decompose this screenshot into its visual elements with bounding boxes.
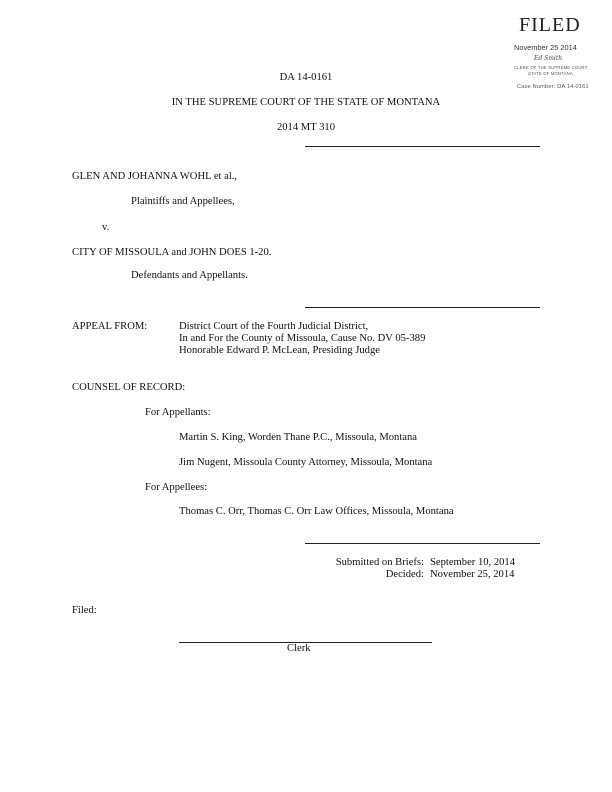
decided-label: Decided: <box>385 569 424 580</box>
appeal-line: District Court of the Fourth Judicial District, <box>179 321 369 332</box>
plaintiffs-name: GLEN AND JOHANNA WOHL et al., <box>72 171 238 182</box>
appellee-counsel: Thomas C. Orr, Thomas C. Orr Law Offices, Missoula, Montana <box>179 506 454 517</box>
submitted-label: Submitted on Briefs: <box>335 557 424 568</box>
dates-divider <box>305 543 540 544</box>
appellant-counsel: Jim Nugent, Missoula County Attorney, Missoula, Montana <box>179 457 433 468</box>
filed-label: Filed: <box>72 605 97 616</box>
defendants-name: CITY OF MISSOULA and JOHN DOES 1-20. <box>72 247 272 258</box>
defendants-role: Defendants and Appellants. <box>131 270 248 281</box>
caption-divider-top <box>305 146 540 147</box>
docket-number: DA 14-0161 <box>279 72 333 83</box>
plaintiffs-role: Plaintiffs and Appellees, <box>131 196 235 207</box>
decided-date: November 25, 2014 <box>430 569 515 580</box>
submitted-date: September 10, 2014 <box>430 557 516 568</box>
stamp-signature: Ed Smith <box>534 55 563 62</box>
appeal-from-label: APPEAL FROM: <box>72 321 148 332</box>
counsel-heading: COUNSEL OF RECORD: <box>72 382 186 393</box>
court-name: IN THE SUPREME COURT OF THE STATE OF MONTANA <box>171 97 441 108</box>
appeal-line: Honorable Edward P. McLean, Presiding Judge <box>179 345 380 356</box>
stamp-clerk-line1: CLERK OF THE SUPREME COURT <box>514 65 588 70</box>
appellant-counsel: Martin S. King, Worden Thane P.C., Missoula, Montana <box>179 432 417 443</box>
appeal-line: In and For the County of Missoula, Cause No. DV 05-389 <box>179 333 426 344</box>
versus: v. <box>102 222 110 233</box>
clerk-label: Clerk <box>287 643 311 654</box>
caption-divider-bottom <box>305 307 540 308</box>
stamp-case-number: Case Number: DA 14-0161 <box>517 84 589 90</box>
for-appellants-label: For Appellants: <box>145 407 211 418</box>
stamp-filed-title: FILED <box>519 14 581 36</box>
stamp-date: November 25 2014 <box>514 43 577 52</box>
stamp-clerk-line2: STATE OF MONTANA <box>528 71 573 76</box>
citation: 2014 MT 310 <box>276 122 336 133</box>
for-appellees-label: For Appellees: <box>145 482 208 493</box>
